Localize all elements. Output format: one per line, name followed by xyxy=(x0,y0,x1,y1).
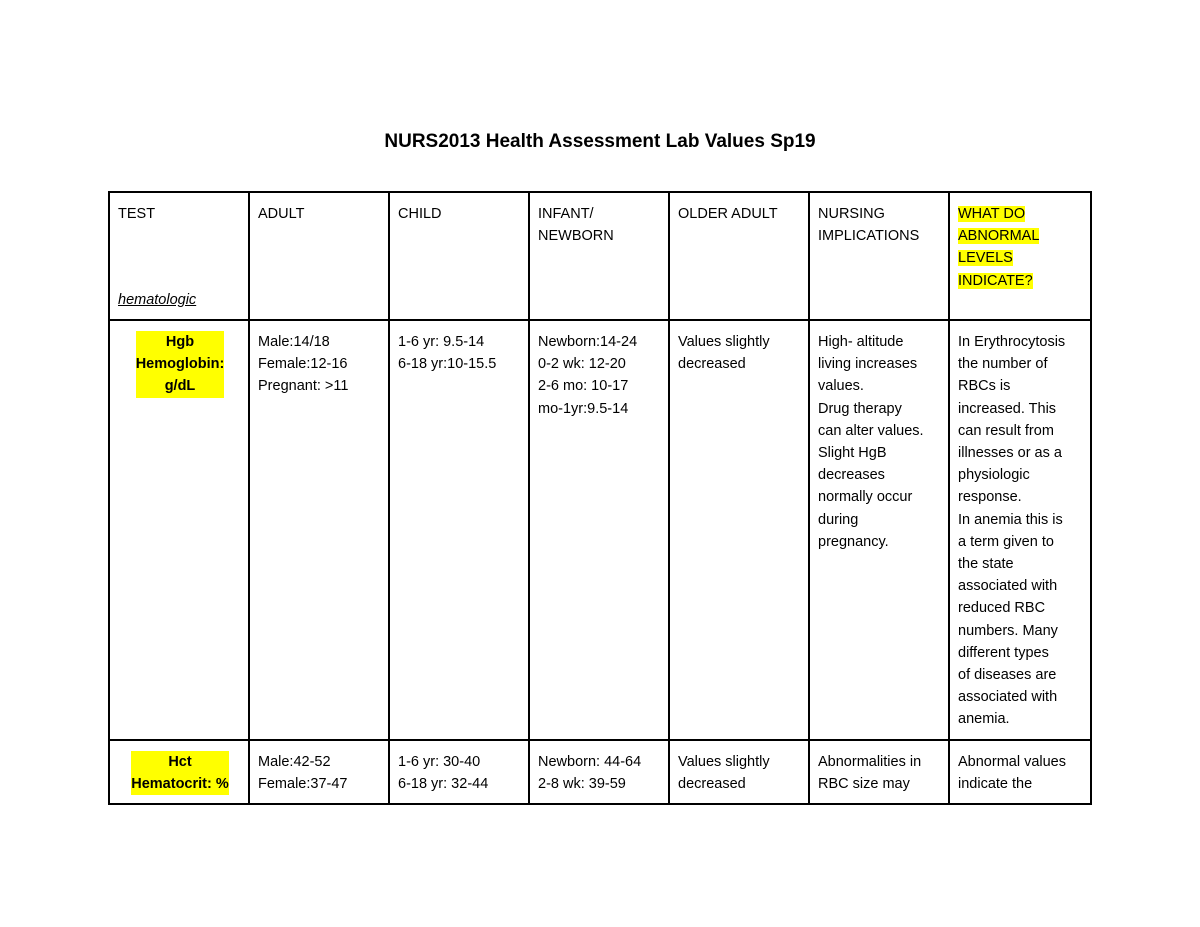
older-adult-cell xyxy=(669,320,809,740)
header-abnormal-cell xyxy=(949,192,1091,320)
cell-line: living increases xyxy=(818,356,918,373)
cell-line: Values slightly xyxy=(678,334,770,350)
cell-line: can result from xyxy=(958,422,1054,439)
header-infant-line: INFANT/ xyxy=(538,206,594,222)
cell-line: RBCs is xyxy=(958,378,1011,395)
header-abnormal-line: LEVELS xyxy=(958,250,1013,267)
cell-line: 2-8 wk: 39-59 xyxy=(538,775,626,792)
cell-line: mo-1yr:9.5-14 xyxy=(538,400,629,417)
cell-line: different types xyxy=(958,644,1049,661)
test-name-line: Hematocrit: % xyxy=(131,775,229,792)
cell-line: the state xyxy=(958,556,1014,573)
cell-line: Drug therapy xyxy=(818,400,902,417)
document-title: NURS2013 Health Assessment Lab Values Sp19 xyxy=(384,131,816,152)
cell-line: reduced RBC xyxy=(958,600,1046,617)
cell-line: during xyxy=(818,511,859,528)
cell-line: can alter values. xyxy=(818,422,924,439)
header-older-cell xyxy=(669,192,809,320)
header-test: TEST xyxy=(118,206,156,222)
header-abnormal-line: WHAT DO xyxy=(958,206,1026,222)
cell-line: Male:42-52 xyxy=(258,753,331,770)
test-name-line: Hgb xyxy=(165,334,195,350)
abnormal-cell xyxy=(949,320,1091,740)
header-nursing-line: IMPLICATIONS xyxy=(818,228,920,245)
cell-line: decreased xyxy=(678,775,746,792)
cell-line: Female:12-16 xyxy=(258,356,348,373)
cell-line: Newborn:14-24 xyxy=(538,334,638,350)
header-adult-cell xyxy=(249,192,389,320)
cell-line: 6-18 yr:10-15.5 xyxy=(398,356,497,373)
cell-line: Slight HgB xyxy=(818,445,887,462)
child-cell xyxy=(389,320,529,740)
cell-line: 1-6 yr: 9.5-14 xyxy=(398,334,485,350)
cell-line: normally occur xyxy=(818,489,913,506)
child-cell xyxy=(389,740,529,804)
test-name-cell xyxy=(109,320,249,740)
cell-line: the number of xyxy=(958,356,1048,373)
cell-line: Abnormalities in xyxy=(818,753,922,770)
header-row xyxy=(109,192,1091,320)
cell-line: associated with xyxy=(958,689,1058,706)
adult-cell xyxy=(249,320,389,740)
test-name-highlight xyxy=(136,331,225,398)
cell-line: physiologic xyxy=(958,467,1030,484)
cell-line: Male:14/18 xyxy=(258,334,330,350)
cell-line: a term given to xyxy=(958,533,1054,550)
nursing-cell xyxy=(809,320,949,740)
cell-line: associated with xyxy=(958,578,1058,595)
cell-line: values. xyxy=(818,378,864,395)
nursing-cell xyxy=(809,740,949,804)
cell-line: High- altitude xyxy=(818,334,904,350)
cell-line: anemia. xyxy=(958,711,1010,728)
table-row-hematocrit xyxy=(109,740,1091,804)
abnormal-cell xyxy=(949,740,1091,804)
cell-line: Female:37-47 xyxy=(258,775,348,792)
cell-line: decreased xyxy=(678,356,746,373)
header-nursing-cell xyxy=(809,192,949,320)
cell-line: 0-2 wk: 12-20 xyxy=(538,356,626,373)
test-name-cell xyxy=(109,740,249,804)
cell-line: 1-6 yr: 30-40 xyxy=(398,753,481,770)
cell-line: 6-18 yr: 32-44 xyxy=(398,775,489,792)
header-test-subtitle: hematologic xyxy=(118,291,197,308)
cell-line: Newborn: 44-64 xyxy=(538,753,642,770)
header-older: OLDER ADULT xyxy=(678,206,778,222)
table-row-hemoglobin xyxy=(109,320,1091,740)
cell-line: In anemia this is xyxy=(958,511,1063,528)
infant-cell xyxy=(529,320,669,740)
header-test-cell xyxy=(109,192,249,320)
cell-line: indicate the xyxy=(958,775,1033,792)
cell-line: Abnormal values xyxy=(958,753,1066,770)
cell-line: decreases xyxy=(818,467,885,484)
lab-values-table xyxy=(108,191,1092,805)
header-infant-cell xyxy=(529,192,669,320)
cell-line: In Erythrocytosis xyxy=(958,334,1066,350)
cell-line: pregnancy. xyxy=(818,533,889,550)
header-child: CHILD xyxy=(398,206,442,222)
header-nursing-line: NURSING xyxy=(818,206,885,222)
older-adult-cell xyxy=(669,740,809,804)
header-abnormal-line: INDICATE? xyxy=(958,272,1033,289)
cell-line: 2-6 mo: 10-17 xyxy=(538,378,629,395)
cell-line: increased. This xyxy=(958,400,1057,417)
cell-line: of diseases are xyxy=(958,667,1057,684)
test-name-line: Hemoglobin: xyxy=(135,356,225,373)
test-name-line: g/dL xyxy=(164,378,196,395)
header-child-cell xyxy=(389,192,529,320)
header-abnormal-line: ABNORMAL xyxy=(958,228,1040,245)
cell-line: numbers. Many xyxy=(958,622,1058,639)
cell-line: illnesses or as a xyxy=(958,445,1062,462)
header-infant-line: NEWBORN xyxy=(538,228,614,245)
adult-cell xyxy=(249,740,389,804)
cell-line: response. xyxy=(958,489,1022,506)
cell-line: Values slightly xyxy=(678,753,770,770)
cell-line: Pregnant: >11 xyxy=(258,378,349,395)
infant-cell xyxy=(529,740,669,804)
cell-line: RBC size may xyxy=(818,775,910,792)
header-adult: ADULT xyxy=(258,206,305,222)
test-name-line: Hct xyxy=(168,753,192,770)
test-name-highlight xyxy=(131,751,229,795)
